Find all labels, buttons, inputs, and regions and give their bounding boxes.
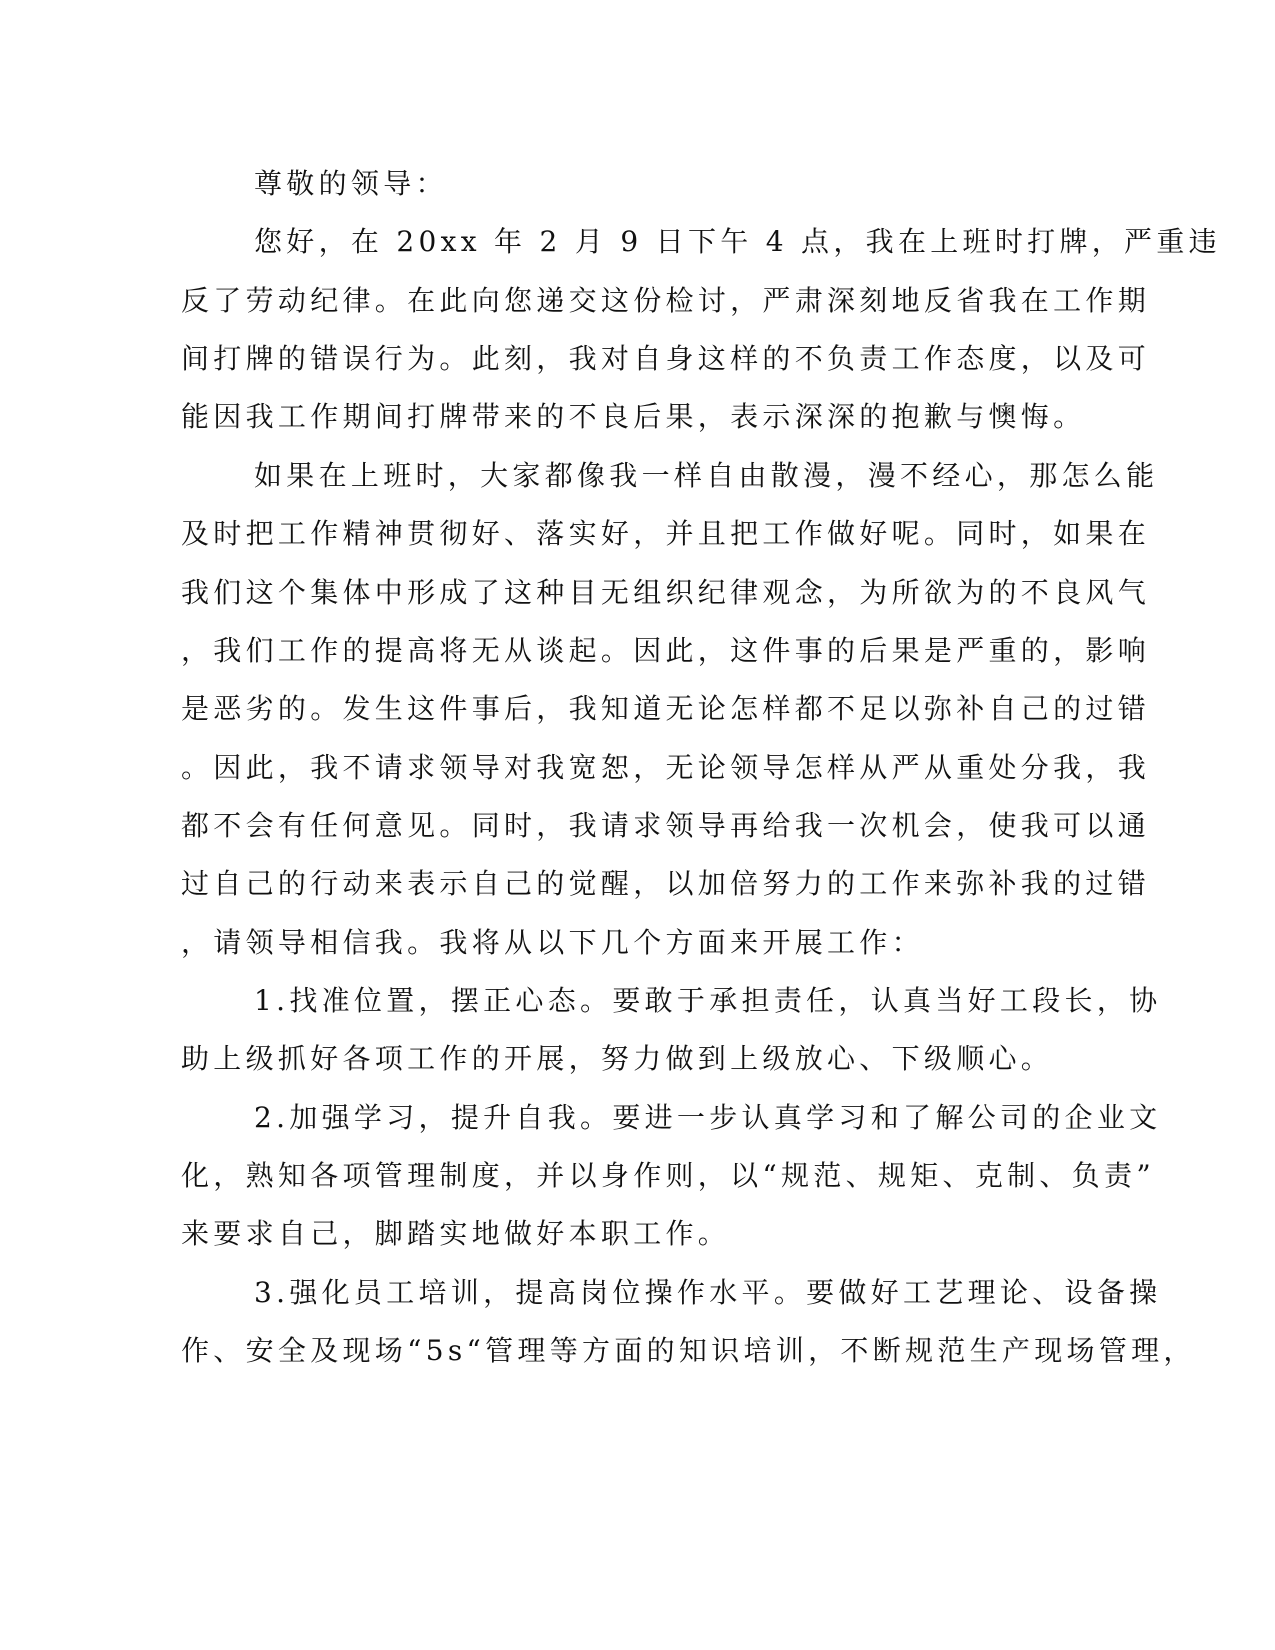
paragraph-line: ，我们工作的提高将无从谈起。因此，这件事的后果是严重的，影响 xyxy=(181,634,1151,667)
paragraph-line: 及时把工作精神贯彻好、落实好，并且把工作做好呢。同时，如果在 xyxy=(181,517,1151,550)
paragraph-line: 过自己的行动来表示自己的觉醒，以加倍努力的工作来弥补我的过错 xyxy=(181,867,1151,900)
paragraph-line: 是恶劣的。发生这件事后，我知道无论怎样都不足以弥补自己的过错 xyxy=(181,692,1151,725)
paragraph-line: 您好，在 20xx 年 2 月 9 日下午 4 点，我在上班时打牌，严重违 xyxy=(254,225,1221,258)
paragraph-line: 都不会有任何意见。同时，我请求领导再给我一次机会，使我可以通 xyxy=(181,809,1151,842)
paragraph-line: 我们这个集体中形成了这种目无组织纪律观念，为所欲为的不良风气 xyxy=(181,576,1151,609)
list-item-line: 作、安全及现场“5s“管理等方面的知识培训，不断规范生产现场管理， xyxy=(181,1334,1196,1367)
list-item-line: 化，熟知各项管理制度，并以身作则，以“规范、规矩、克制、负责” xyxy=(181,1159,1155,1192)
paragraph-line: 间打牌的错误行为。此刻，我对自身这样的不负责工作态度，以及可 xyxy=(181,342,1151,375)
list-item-line: 3.强化员工培训，提高岗位操作水平。要做好工艺理论、设备操 xyxy=(254,1276,1162,1309)
salutation: 尊敬的领导： xyxy=(254,167,448,200)
paragraph-line: 能因我工作期间打牌带来的不良后果，表示深深的抱歉与懊悔。 xyxy=(181,400,1086,433)
list-item-line: 1.找准位置，摆正心态。要敢于承担责任，认真当好工段长，协 xyxy=(254,984,1162,1017)
paragraph-line: 反了劳动纪律。在此向您递交这份检讨，严肃深刻地反省我在工作期 xyxy=(181,284,1151,317)
paragraph-line: ，请领导相信我。我将从以下几个方面来开展工作： xyxy=(181,926,924,959)
list-item-line: 助上级抓好各项工作的开展，努力做到上级放心、下级顺心。 xyxy=(181,1042,1054,1075)
paragraph-line: 如果在上班时，大家都像我一样自由散漫，漫不经心，那怎么能 xyxy=(254,459,1159,492)
list-item-line: 来要求自己，脚踏实地做好本职工作。 xyxy=(181,1217,731,1250)
paragraph-line: 。因此，我不请求领导对我宽恕，无论领导怎样从严从重处分我，我 xyxy=(181,751,1151,784)
list-item-line: 2.加强学习，提升自我。要进一步认真学习和了解公司的企业文 xyxy=(254,1101,1162,1134)
